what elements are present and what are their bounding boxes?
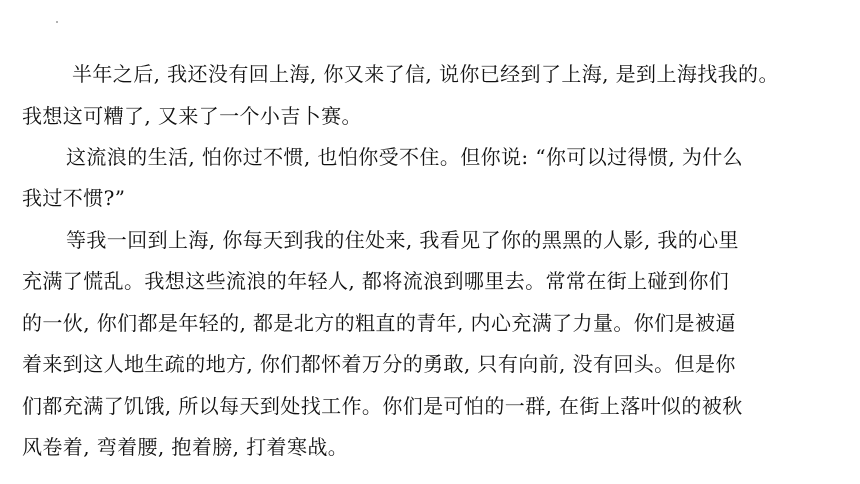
text-line-8: 着来到这人地生疏的地方, 你们都怀着万分的勇敢, 只有向前, 没有回头。但是你	[22, 352, 736, 376]
text-line-6: 充满了慌乱。我想这些流浪的年轻人, 都将流浪到哪里去。常常在街上碰到你们	[22, 269, 730, 293]
text-line-9: 们都充满了饥饿, 所以每天到处找工作。你们是可怕的一群, 在街上落叶似的被秋	[22, 394, 743, 418]
text-line-1: 半年之后, 我还没有回上海, 你又来了信, 说你已经到了上海, 是到上海找我的。	[72, 62, 779, 86]
text-line-10: 风卷着, 弯着腰, 抱着膀, 打着寒战。	[22, 435, 349, 459]
text-line-2: 我想这可糟了, 又来了一个小吉卜赛。	[22, 104, 362, 128]
text-line-5: 等我一回到上海, 你每天到我的住处来, 我看见了你的黑黑的人影, 我的心里	[66, 228, 739, 252]
text-line-4: 我过不惯?”	[22, 186, 126, 210]
text-line-7: 的一伙, 你们都是年轻的, 都是北方的粗直的青年, 内心充满了力量。你们是被逼	[22, 311, 736, 335]
text-line-3: 这流浪的生活, 怕你过不惯, 也怕你受不住。但你说: “你可以过得惯, 为什么	[66, 145, 744, 169]
scan-speck	[56, 21, 58, 23]
